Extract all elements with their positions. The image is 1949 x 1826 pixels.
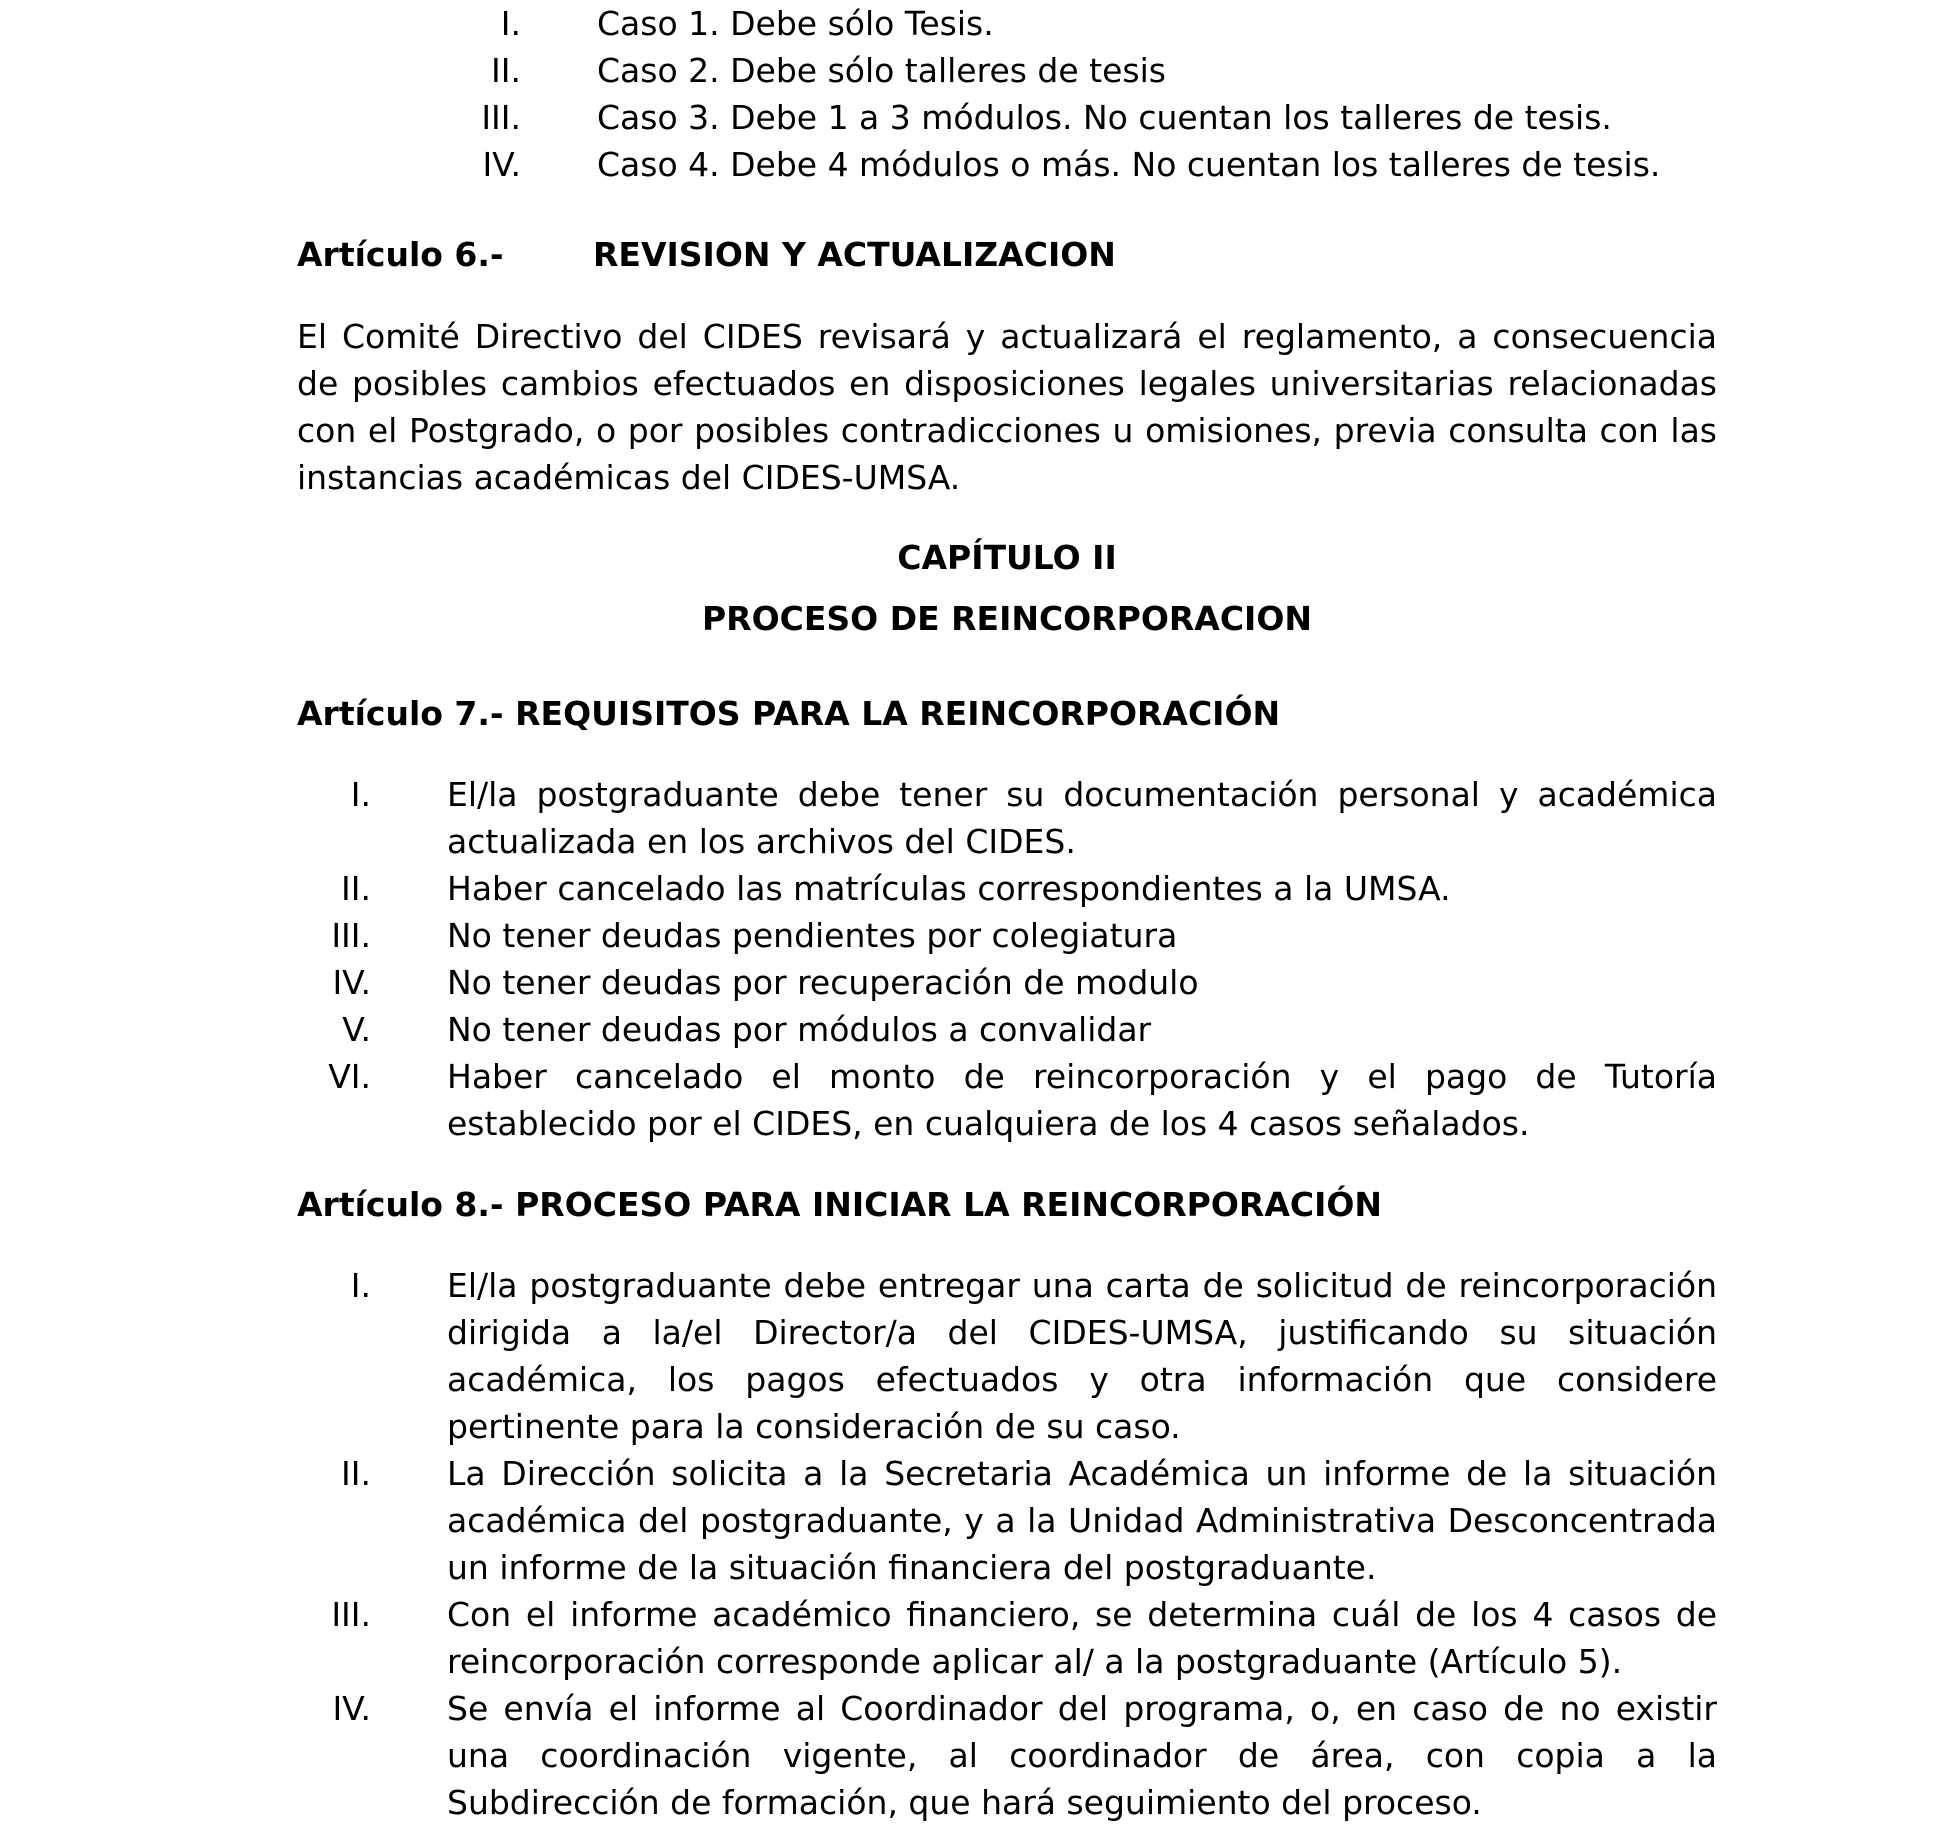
- item-number: II.: [341, 1454, 371, 1493]
- item-number: V.: [342, 1010, 371, 1049]
- item-text: La Dirección solicita a la Secretaria Académica un informe de la situación académica del postgraduante, y a la Unidad Administrativa Desconcentrada un informe de la situación financiera del postgraduante.: [447, 1454, 1717, 1587]
- item-text: Caso 4. Debe 4 módulos o más. No cuentan los talleres de tesis.: [597, 145, 1661, 184]
- item-text: Se envía el informe al Coordinador del programa, o, en caso de no existir una coordinación vigente, al coordinador de área, con copia a la Subdirección de formación, que hará seguimiento del proceso.: [447, 1689, 1717, 1822]
- list-item: [297, 865, 1717, 912]
- item-number: III.: [331, 916, 371, 955]
- item-text: El/la postgraduante debe entregar una carta de solicitud de reincorporación dirigida a la/el Director/a del CIDES-UMSA, justificando su situación académica, los pagos efectuados y otra información que considere pertinente para la consideración de su caso.: [447, 1266, 1717, 1446]
- articulo-8-heading: Artículo 8.- PROCESO PARA INICIAR LA REINCORPORACIÓN: [297, 1185, 1383, 1224]
- item-number: II.: [341, 869, 371, 908]
- item-number: II.: [491, 51, 521, 90]
- list-item: [297, 1262, 1717, 1450]
- item-number: I.: [350, 775, 371, 814]
- list-item: [297, 959, 1717, 1006]
- list-item: [297, 1591, 1717, 1685]
- item-text: El/la postgraduante debe tener su documentación personal y académica actualizada en los archivos del CIDES.: [447, 775, 1717, 861]
- item-text: Con el informe académico financiero, se determina cuál de los 4 casos de reincorporación corresponde aplicar al/ a la postgraduante (Artículo 5).: [447, 1595, 1717, 1681]
- capitulo-number: CAPÍTULO II: [897, 538, 1117, 577]
- articulo-8-list: [297, 1262, 1717, 1826]
- list-item: [297, 1685, 1717, 1826]
- item-number: IV.: [482, 145, 521, 184]
- articulo-6-body: El Comité Directivo del CIDES revisará y actualizará el reglamento, a consecuencia de posibles cambios efectuados en disposiciones legales universitarias relacionadas con el Postgrado, o por posibles contradicciones u omisiones, previa consulta con las instancias académicas del CIDES-UMSA.: [297, 317, 1717, 497]
- list-item: [297, 94, 1717, 141]
- casos-list: [297, 0, 1717, 188]
- item-number: III.: [331, 1595, 371, 1634]
- articulo-7-heading: Artículo 7.- REQUISITOS PARA LA REINCORPORACIÓN: [297, 694, 1281, 733]
- list-item: [297, 1450, 1717, 1591]
- document-page: [297, 0, 1717, 1826]
- item-text: Caso 1. Debe sólo Tesis.: [597, 4, 994, 43]
- item-text: Caso 2. Debe sólo talleres de tesis: [597, 51, 1166, 90]
- list-item: [297, 0, 1717, 47]
- list-item: [297, 1006, 1717, 1053]
- list-item: [297, 771, 1717, 865]
- list-item: [297, 47, 1717, 94]
- item-text: Haber cancelado el monto de reincorporación y el pago de Tutoría establecido por el CIDES, en cualquiera de los 4 casos señalados.: [447, 1057, 1717, 1143]
- item-text: Haber cancelado las matrículas correspondientes a la UMSA.: [447, 869, 1451, 908]
- list-item: [297, 912, 1717, 959]
- item-number: III.: [481, 98, 521, 137]
- articulo-6-label: Artículo 6.-: [297, 235, 504, 274]
- item-text: No tener deudas por módulos a convalidar: [447, 1010, 1152, 1049]
- capitulo-title: PROCESO DE REINCORPORACION: [701, 599, 1313, 638]
- list-item: [297, 1053, 1717, 1147]
- item-text: No tener deudas pendientes por colegiatura: [447, 916, 1178, 955]
- item-number: IV.: [332, 1689, 371, 1728]
- item-number: I.: [500, 4, 521, 43]
- item-number: VI.: [328, 1057, 371, 1096]
- articulo-6-heading: [297, 231, 1717, 278]
- articulo-7-list: [297, 771, 1717, 1147]
- articulo-6-title: REVISION Y ACTUALIZACION: [593, 235, 1116, 274]
- item-number: I.: [350, 1266, 371, 1305]
- item-text: Caso 3. Debe 1 a 3 módulos. No cuentan los talleres de tesis.: [597, 98, 1612, 137]
- item-text: No tener deudas por recuperación de modulo: [447, 963, 1199, 1002]
- item-number: IV.: [332, 963, 371, 1002]
- list-item: [297, 141, 1717, 188]
